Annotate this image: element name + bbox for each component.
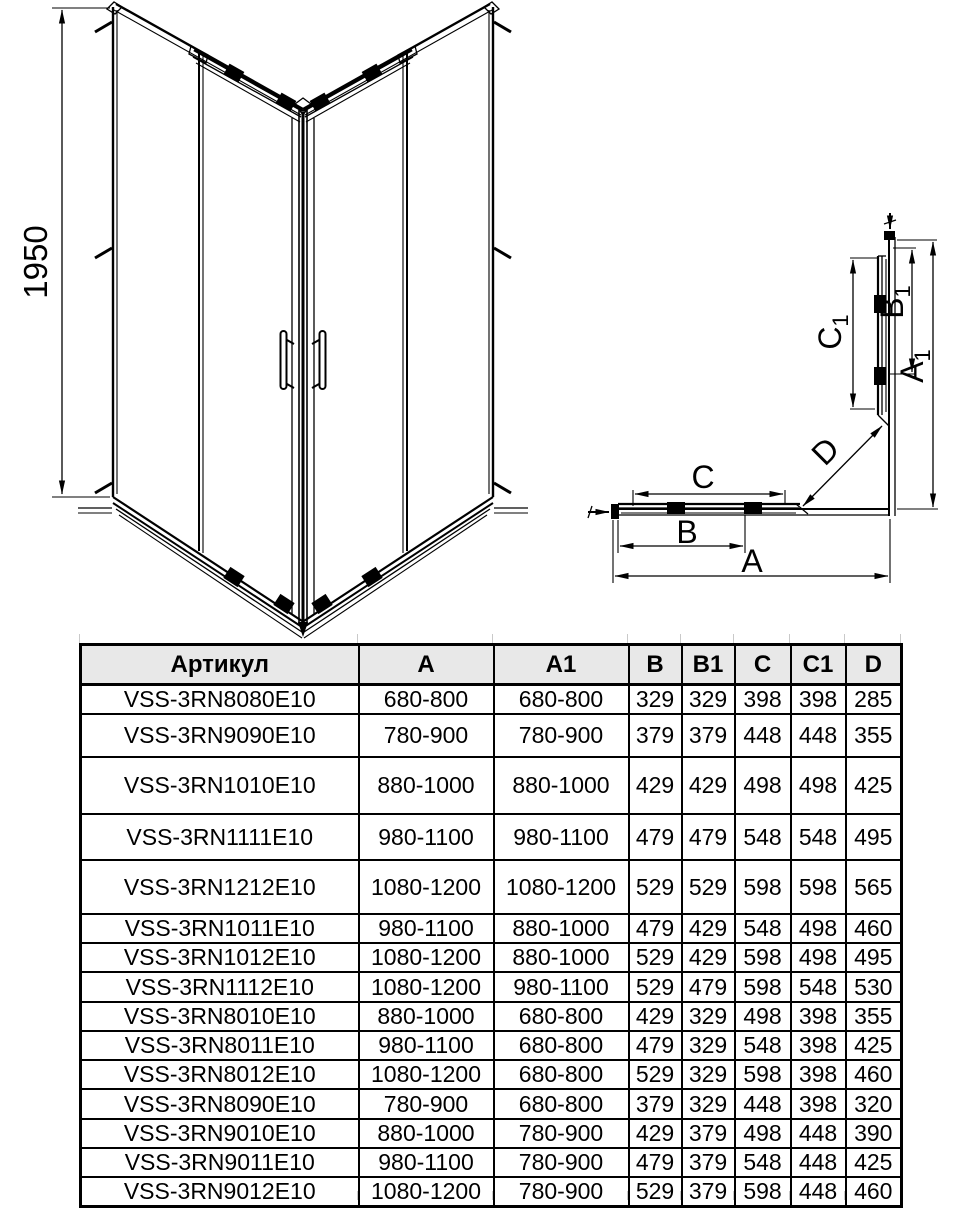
cell-b: 529 [629,1177,682,1207]
cell-a: 880-1000 [359,1002,494,1031]
roller-block [667,502,685,514]
cell-c: 548 [735,1148,791,1177]
article-cell: VSS-3RN1011E10 [81,914,359,943]
table-row [81,814,902,860]
cell-a1: 880-1000 [494,914,629,943]
article-cell: VSS-3RN9090E10 [81,714,359,757]
table-row [81,1177,902,1207]
top-view-drawing [588,213,938,583]
article-cell: VSS-3RN9011E10 [81,1148,359,1177]
cell-c: 498 [735,1119,791,1148]
cell-b: 529 [629,943,682,972]
cell-b1: 479 [682,972,735,1002]
table-row [81,860,902,914]
cell-d: 355 [846,714,902,757]
cell-c1: 398 [791,1002,846,1031]
table-row [81,685,902,715]
col-header-b: B [629,645,682,685]
cell-c: 448 [735,1089,791,1119]
cell-a: 1080-1200 [359,860,494,914]
table-row [81,972,902,1002]
cell-b: 479 [629,914,682,943]
dim-label-b1: $B_1$ [874,285,915,319]
cell-c: 548 [735,814,791,860]
cell-b: 329 [629,685,682,715]
cell-c1: 498 [791,943,846,972]
cell-c1: 448 [791,714,846,757]
cell-b1: 429 [682,757,735,814]
grid-stubs-top [79,634,901,643]
roller-block [224,568,244,587]
cell-c1: 448 [791,1177,846,1207]
cell-c1: 448 [791,1148,846,1177]
article-cell: VSS-3RN8090E10 [81,1089,359,1119]
table-row [81,1148,902,1177]
cell-a: 880-1000 [359,757,494,814]
cell-b1: 329 [682,1060,735,1089]
cell-a: 980-1100 [359,1031,494,1060]
article-cell: VSS-3RN1212E10 [81,860,359,914]
cell-a1: 1080-1200 [494,860,629,914]
cell-d: 495 [846,943,902,972]
cell-b1: 529 [682,860,735,914]
height-dim-label: 1950 [17,225,54,299]
col-header-article: Артикул [81,645,359,685]
cell-a1: 880-1000 [494,943,629,972]
cell-a1: 780-900 [494,1119,629,1148]
cell-b1: 379 [682,1119,735,1148]
cell-c1: 498 [791,914,846,943]
cell-b1: 379 [682,1177,735,1207]
dim-label-c: C [691,459,715,495]
cell-b: 379 [629,714,682,757]
dim-label-b: B [676,514,698,550]
cell-a: 1080-1200 [359,972,494,1002]
cell-c1: 498 [791,757,846,814]
cell-b: 479 [629,1148,682,1177]
cell-c1: 598 [791,860,846,914]
cell-a: 980-1100 [359,814,494,860]
cell-a1: 680-800 [494,685,629,715]
dim-c1 [850,258,877,409]
cell-b: 379 [629,1089,682,1119]
cell-c: 598 [735,972,791,1002]
plan-bottom-wall [611,502,890,519]
table-row [81,1060,902,1089]
cell-b1: 429 [682,943,735,972]
cell-b1: 479 [682,814,735,860]
cell-c1: 398 [791,1031,846,1060]
dim-label-a1: $A_1$ [894,349,935,383]
cell-c1: 548 [791,972,846,1002]
cell-c: 598 [735,1177,791,1207]
cell-b1: 329 [682,685,735,715]
article-cell: VSS-3RN1111E10 [81,814,359,860]
cell-b1: 329 [682,1031,735,1060]
cell-a: 1080-1200 [359,1060,494,1089]
cell-a1: 980-1100 [494,972,629,1002]
cell-c: 548 [735,1031,791,1060]
article-cell: VSS-3RN8010E10 [81,1002,359,1031]
table-row [81,1089,902,1119]
plan-anchors [588,213,896,518]
table-row [81,943,902,972]
left-wall-panel [107,2,303,553]
cell-d: 530 [846,972,902,1002]
cell-a: 980-1100 [359,914,494,943]
cell-b: 479 [629,814,682,860]
cell-b: 429 [629,1119,682,1148]
cell-d: 425 [846,1148,902,1177]
roller-block [874,367,886,385]
cell-b: 479 [629,1031,682,1060]
col-header-c: C [735,645,791,685]
cell-a1: 980-1100 [494,814,629,860]
center-corner-post [292,98,314,637]
cell-a1: 680-800 [494,1060,629,1089]
article-cell: VSS-3RN9010E10 [81,1119,359,1148]
article-cell: VSS-3RN8012E10 [81,1060,359,1089]
cell-b1: 379 [682,714,735,757]
cell-d: 460 [846,1177,902,1207]
cell-d: 285 [846,685,902,715]
cell-b: 429 [629,757,682,814]
cell-b1: 329 [682,1089,735,1119]
article-cell: VSS-3RN1010E10 [81,757,359,814]
spec-table [79,643,903,1208]
table-row [81,757,902,814]
cell-b: 529 [629,972,682,1002]
cell-c: 598 [735,943,791,972]
dim-label-d: D [804,430,847,473]
cell-c: 598 [735,1060,791,1089]
cell-c1: 398 [791,1089,846,1119]
cell-d: 495 [846,814,902,860]
cell-a1: 880-1000 [494,757,629,814]
cell-c: 448 [735,714,791,757]
height-dimension [52,8,110,497]
cell-b: 529 [629,860,682,914]
col-header-d: D [846,645,902,685]
cell-d: 460 [846,1060,902,1089]
cell-d: 390 [846,1119,902,1148]
table-row [81,1119,902,1148]
table-row [81,714,902,757]
cell-d: 355 [846,1002,902,1031]
cell-a1: 780-900 [494,1148,629,1177]
cell-b1: 379 [682,1148,735,1177]
article-cell: VSS-3RN8011E10 [81,1031,359,1060]
article-cell: VSS-3RN9012E10 [81,1177,359,1207]
cell-c: 498 [735,1002,791,1031]
cell-d: 425 [846,1031,902,1060]
cell-c1: 398 [791,685,846,715]
cell-c1: 548 [791,814,846,860]
article-cell: VSS-3RN8080E10 [81,685,359,715]
col-header-a1: A1 [494,645,629,685]
cell-a: 680-800 [359,685,494,715]
article-cell: VSS-3RN1012E10 [81,943,359,972]
table-row [81,1031,902,1060]
cell-a1: 680-800 [494,1089,629,1119]
cell-a: 980-1100 [359,1148,494,1177]
cell-b: 429 [629,1002,682,1031]
cell-b1: 329 [682,1002,735,1031]
cell-d: 320 [846,1089,902,1119]
col-header-b1: B1 [682,645,735,685]
cell-c1: 398 [791,1060,846,1089]
table-row [81,1002,902,1031]
roller-block [744,502,762,514]
dim-label-c1: $C_1$ [812,314,853,350]
front-view-drawing [17,2,528,638]
col-header-a: A [359,645,494,685]
article-cell: VSS-3RN1112E10 [81,972,359,1002]
cell-d: 460 [846,914,902,943]
cell-a: 1080-1200 [359,1177,494,1207]
cell-c: 498 [735,757,791,814]
cell-a: 880-1000 [359,1119,494,1148]
cell-c: 548 [735,914,791,943]
right-wall-panel [303,2,499,553]
table-header-row [81,645,902,685]
cell-d: 425 [846,757,902,814]
dim-label-a: A [741,543,763,579]
cell-a: 780-900 [359,1089,494,1119]
cell-a: 780-900 [359,714,494,757]
cell-c: 398 [735,685,791,715]
cell-a1: 680-800 [494,1031,629,1060]
right-door-handle [320,331,326,389]
cell-a1: 780-900 [494,714,629,757]
cell-b1: 429 [682,914,735,943]
col-header-c1: C1 [791,645,846,685]
cell-c: 598 [735,860,791,914]
cell-d: 565 [846,860,902,914]
cell-b: 529 [629,1060,682,1089]
cell-a1: 680-800 [494,1002,629,1031]
cell-a1: 780-900 [494,1177,629,1207]
cell-c1: 448 [791,1119,846,1148]
cell-a: 1080-1200 [359,943,494,972]
table-row [81,914,902,943]
roller-block [362,568,382,587]
left-door-handle [281,331,287,389]
